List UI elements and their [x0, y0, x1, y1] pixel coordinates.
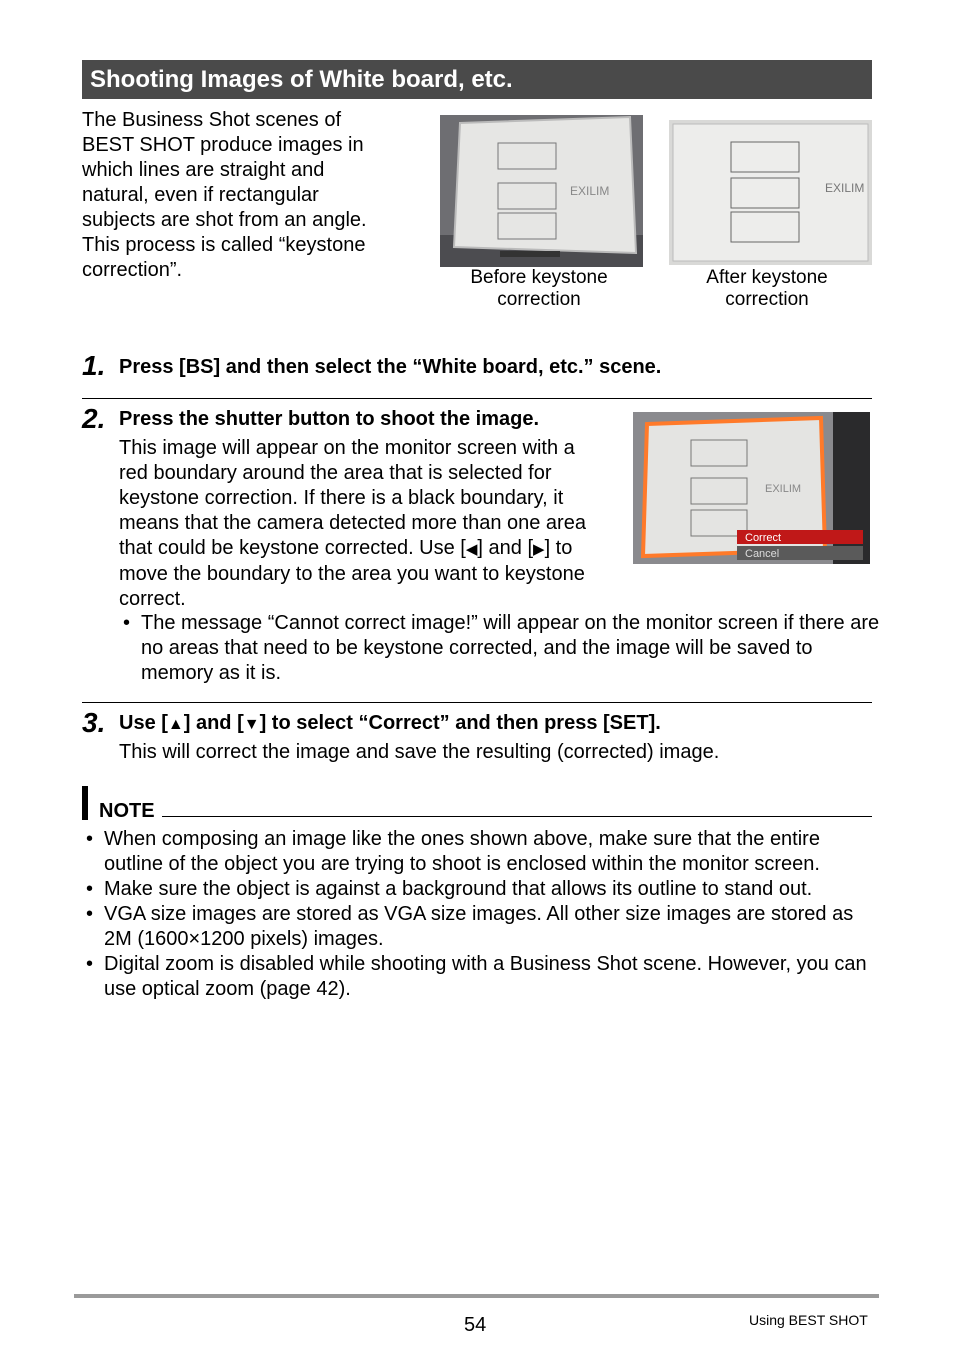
- footer-rule: [74, 1294, 879, 1298]
- step-2-line: means that the camera detected more than one area: [119, 512, 586, 534]
- step-1-title: Press [BS] and then select the “White board, etc.” scene.: [119, 356, 662, 378]
- before-caption-line1: Before keystone: [470, 267, 608, 288]
- before-caption: [440, 267, 638, 311]
- step-2-number: 2.: [82, 403, 106, 434]
- page-number: 54: [464, 1314, 487, 1336]
- up-arrow-icon: ▲: [167, 716, 184, 733]
- note-rule: [162, 816, 872, 817]
- note-label: NOTE: [99, 800, 155, 822]
- step-1-number: 1.: [82, 350, 106, 381]
- step-2-line: move the boundary to the area you want to keystone: [119, 563, 585, 585]
- note-item: • Digital zoom is disabled while shooting with a Business Shot scene. However, you can use optical zoom (page 42).: [82, 952, 872, 1002]
- left-arrow-icon: ◀: [465, 541, 478, 558]
- step-2-line: that could be keystone corrected. Use [◀] and [▶] to: [119, 537, 573, 559]
- note-item: • When composing an image like the ones shown above, make sure that the entire outline of the object you are trying to shoot is enclosed within the monitor screen.: [82, 827, 872, 877]
- step-2-line: keystone correction. If there is a black boundary, it: [119, 487, 564, 509]
- step-2-line: red boundary around the area that is selected for: [119, 462, 552, 484]
- step-2-bullet: • The message “Cannot correct image!” will appear on the monitor screen if there are no areas that need to be keystone corrected, and the image will be saved to memory as it is.: [119, 611, 881, 686]
- step-divider: [82, 702, 872, 703]
- right-arrow-icon: ▶: [533, 541, 545, 558]
- step-divider: [82, 398, 872, 399]
- whiteboard-label-monitor: EXILIM: [765, 483, 802, 495]
- before-keystone-photo: [440, 115, 643, 267]
- section-title: Shooting Images of White board, etc.: [82, 60, 872, 99]
- after-caption-line1: After keystone: [706, 267, 828, 288]
- before-caption-line2: correction: [497, 289, 581, 310]
- note-marker: [82, 786, 88, 820]
- note-item: • Make sure the object is against a background that allows its outline to stand out.: [82, 877, 872, 902]
- whiteboard-label-after: EXILIM: [825, 181, 865, 195]
- footer-section-label: Using BEST SHOT: [749, 1312, 868, 1328]
- step-2-line: This image will appear on the monitor screen with a: [119, 437, 575, 459]
- whiteboard-label: EXILIM: [570, 184, 610, 198]
- monitor-screen-photo: [633, 412, 870, 564]
- step-2-line: correct.: [119, 588, 186, 610]
- step-3-body: This will correct the image and save the resulting (corrected) image.: [119, 741, 720, 763]
- after-caption-line2: correction: [725, 289, 809, 310]
- after-keystone-photo: [669, 120, 872, 265]
- step-3-number: 3.: [82, 707, 106, 738]
- intro-paragraph: The Business Shot scenes of BEST SHOT produce images in which lines are straight and natural, even if rectangular subjects are shot from an angle. This process is called “keystone correction”.: [82, 109, 367, 281]
- cancel-menu-label: Cancel: [745, 548, 780, 560]
- step-2-title: Press the shutter button to shoot the image.: [119, 408, 540, 430]
- note-item: • VGA size images are stored as VGA size images. All other size images are stored as 2M (1600×1200 pixels) images.: [82, 902, 872, 952]
- step-3-title: Use [▲] and [▼] to select “Correct” and then press [SET].: [119, 712, 661, 734]
- step-2-body: [119, 436, 619, 612]
- note-list: [82, 827, 872, 1002]
- after-caption: [669, 267, 865, 311]
- correct-menu-label: Correct: [745, 532, 782, 544]
- down-arrow-icon: ▼: [243, 716, 260, 733]
